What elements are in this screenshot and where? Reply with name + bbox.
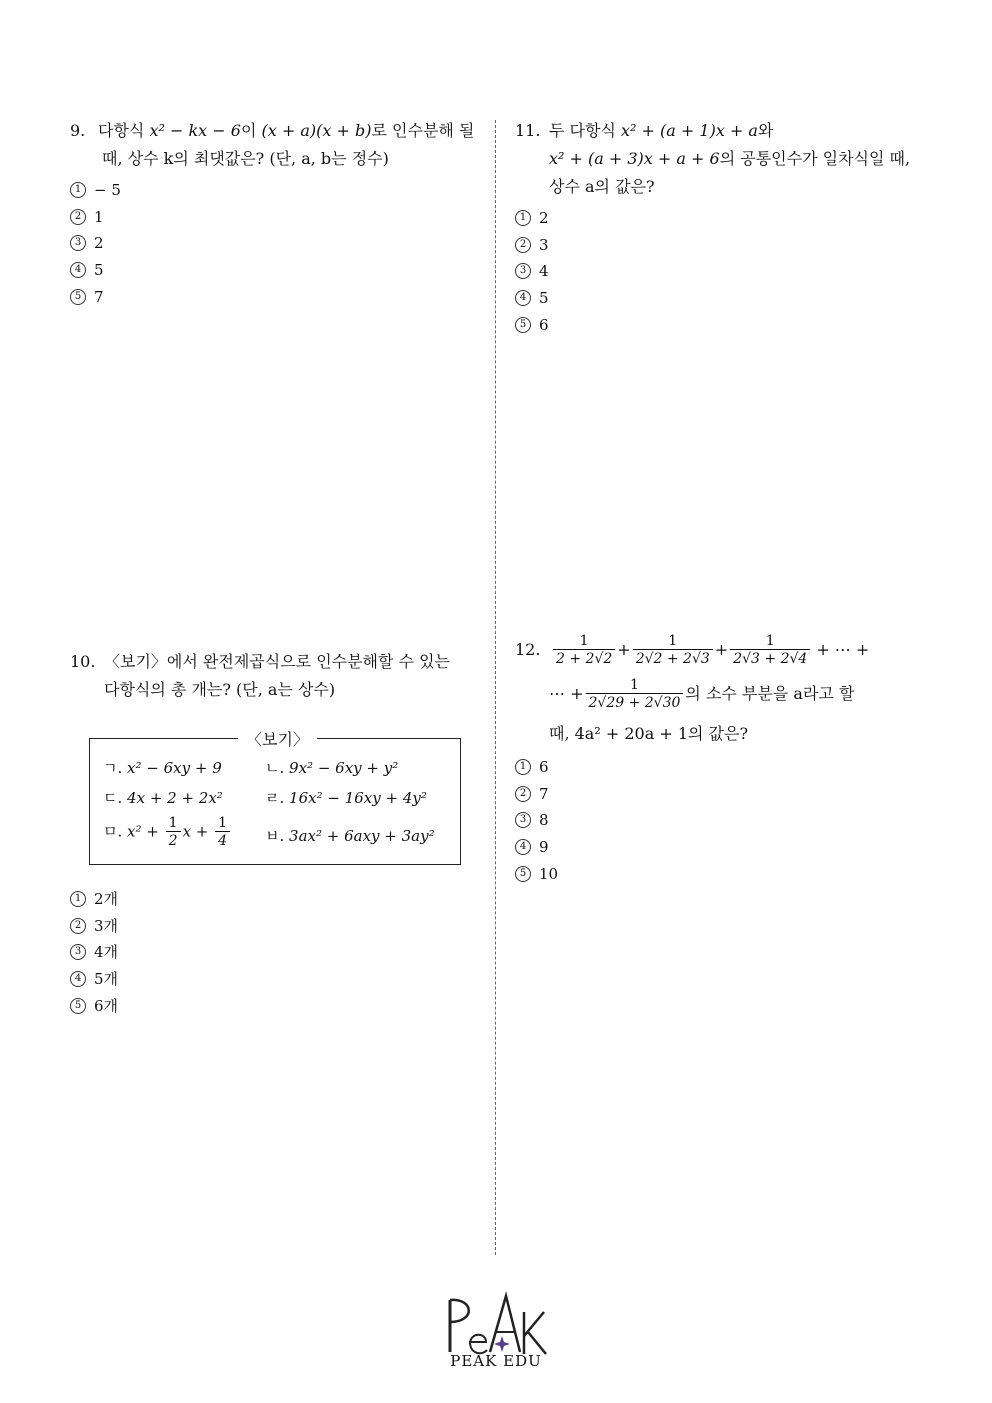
circled-number-icon: 1: [70, 182, 86, 198]
choice-4[interactable]: 4 5개: [70, 966, 480, 993]
choice-2[interactable]: 2 3개: [70, 913, 480, 940]
choice-list: [70, 886, 480, 1019]
fraction: $\frac{1}{4}$: [215, 815, 230, 850]
math-expression: x² − kx − 6: [149, 121, 241, 140]
question-text: 〈보기〉에서 완전제곱식으로 인수분해할 수 있는: [104, 652, 451, 671]
question-12: 12. $\frac{1}{2 + 2√2}$ + $\frac{1}{2√2 + 2√3}$ + $\frac{1}{2√3 + 2√4}$ + ⋯ + ⋯ + $\frac{1}{2√29 + 2√30}$ 의 소수 부분을 a라고 할 때, 4a² + 20a + 1의 값은? 1 6 2 7 3 8 4 9 5 10: [515, 630, 925, 887]
choice-5[interactable]: 5 10: [515, 860, 925, 887]
example-item: ㄹ. 16x² − 16xy + 4y²: [265, 789, 427, 807]
fraction: $\frac{1}{2}$: [166, 815, 181, 850]
example-item: ㄱ. x² − 6xy + 9: [103, 759, 222, 777]
choice-1[interactable]: 1 2: [515, 205, 925, 232]
question-number: 10.: [70, 652, 96, 671]
question-number: 9.: [70, 121, 86, 140]
choice-list: [70, 177, 480, 310]
math-expression: x² + (a + 1)x + a: [621, 121, 758, 140]
math-expression: (x + a)(x + b): [261, 121, 372, 140]
question-text: 다항식의 총 개는? (단, a는 상수): [104, 680, 336, 699]
example-item: ㅁ. x² + $\frac{1}{2}$ x + $\frac{1}{4}$: [103, 815, 232, 850]
choice-5[interactable]: 5 7: [70, 283, 480, 310]
logo-text: PEAK EDU: [450, 1352, 542, 1370]
circled-number-icon: 3: [70, 944, 86, 960]
fraction: $\frac{1}{2√2 + 2√3}$: [633, 633, 713, 668]
choice-1[interactable]: 1 6: [515, 754, 925, 781]
choice-4[interactable]: 4 9: [515, 834, 925, 861]
question-text: 상수 a의 값은?: [549, 177, 655, 196]
choice-4[interactable]: 4 5: [70, 257, 480, 284]
choice-3[interactable]: 3 8: [515, 807, 925, 834]
circled-number-icon: 4: [70, 971, 86, 987]
choice-list: [515, 754, 925, 887]
fraction: $\frac{1}{2√3 + 2√4}$: [730, 633, 810, 668]
circled-number-icon: 1: [515, 210, 531, 226]
fraction: $\frac{1}{2 + 2√2}$: [553, 633, 615, 668]
circled-number-icon: 1: [515, 759, 531, 775]
circled-number-icon: 4: [70, 262, 86, 278]
choice-4[interactable]: 4 5: [515, 285, 925, 312]
circled-number-icon: 5: [515, 866, 531, 882]
choice-2[interactable]: 2 3: [515, 232, 925, 259]
fraction: $\frac{1}{2√29 + 2√30}$: [586, 677, 684, 712]
question-number: 12.: [515, 640, 541, 659]
example-item: ㄴ. 9x² − 6xy + y²: [265, 759, 399, 777]
circled-number-icon: 2: [70, 918, 86, 934]
circled-number-icon: 2: [515, 237, 531, 253]
question-10: [70, 648, 480, 704]
circled-number-icon: 3: [70, 235, 86, 251]
question-11: 11. 두 다항식 x² + (a + 1)x + a와 x² + (a + 3)x + a + 6의 공통인수가 일차식일 때, 상수 a의 값은? 1 2 2 3 3 4 4 5 5 6: [515, 117, 925, 338]
question-9: 9. 다항식 x² − kx − 6이 (x + a)(x + b)로 인수분해 될 때, 상수 k의 최댓값은? (단, a, b는 정수) 1 − 5 2 1 3 2 4 5 5 7: [70, 117, 480, 310]
example-item: ㅂ. 3ax² + 6axy + 3ay²: [265, 827, 435, 845]
choice-1[interactable]: 1 − 5: [70, 177, 480, 204]
example-box-title: 〈보기〉: [238, 727, 317, 750]
column-divider: [495, 120, 496, 1255]
circled-number-icon: 3: [515, 812, 531, 828]
choice-5[interactable]: 5 6: [515, 311, 925, 338]
choice-3[interactable]: 3 4: [515, 258, 925, 285]
circled-number-icon: 4: [515, 839, 531, 855]
circled-number-icon: 4: [515, 290, 531, 306]
circled-number-icon: 5: [70, 289, 86, 305]
choice-2[interactable]: 2 7: [515, 781, 925, 808]
example-item: ㄷ. 4x + 2 + 2x²: [103, 789, 223, 807]
choice-list: [515, 205, 925, 338]
circled-number-icon: 5: [515, 317, 531, 333]
question-number: 11.: [515, 121, 541, 140]
circled-number-icon: 2: [515, 786, 531, 802]
choice-1[interactable]: 1 2개: [70, 886, 480, 913]
choice-3[interactable]: 3 4개: [70, 939, 480, 966]
circled-number-icon: 2: [70, 209, 86, 225]
question-text: 때, 4a² + 20a + 1의 값은?: [549, 724, 749, 743]
math-expression: x² + (a + 3)x + a + 6: [549, 149, 720, 168]
question-text: 때, 상수 k의 최댓값은? (단, a, b는 정수): [102, 149, 389, 168]
circled-number-icon: 1: [70, 891, 86, 907]
choice-5[interactable]: 5 6개: [70, 992, 480, 1019]
circled-number-icon: 3: [515, 263, 531, 279]
choice-3[interactable]: 3 2: [70, 230, 480, 257]
circled-number-icon: 5: [70, 998, 86, 1014]
choice-2[interactable]: 2 1: [70, 204, 480, 231]
